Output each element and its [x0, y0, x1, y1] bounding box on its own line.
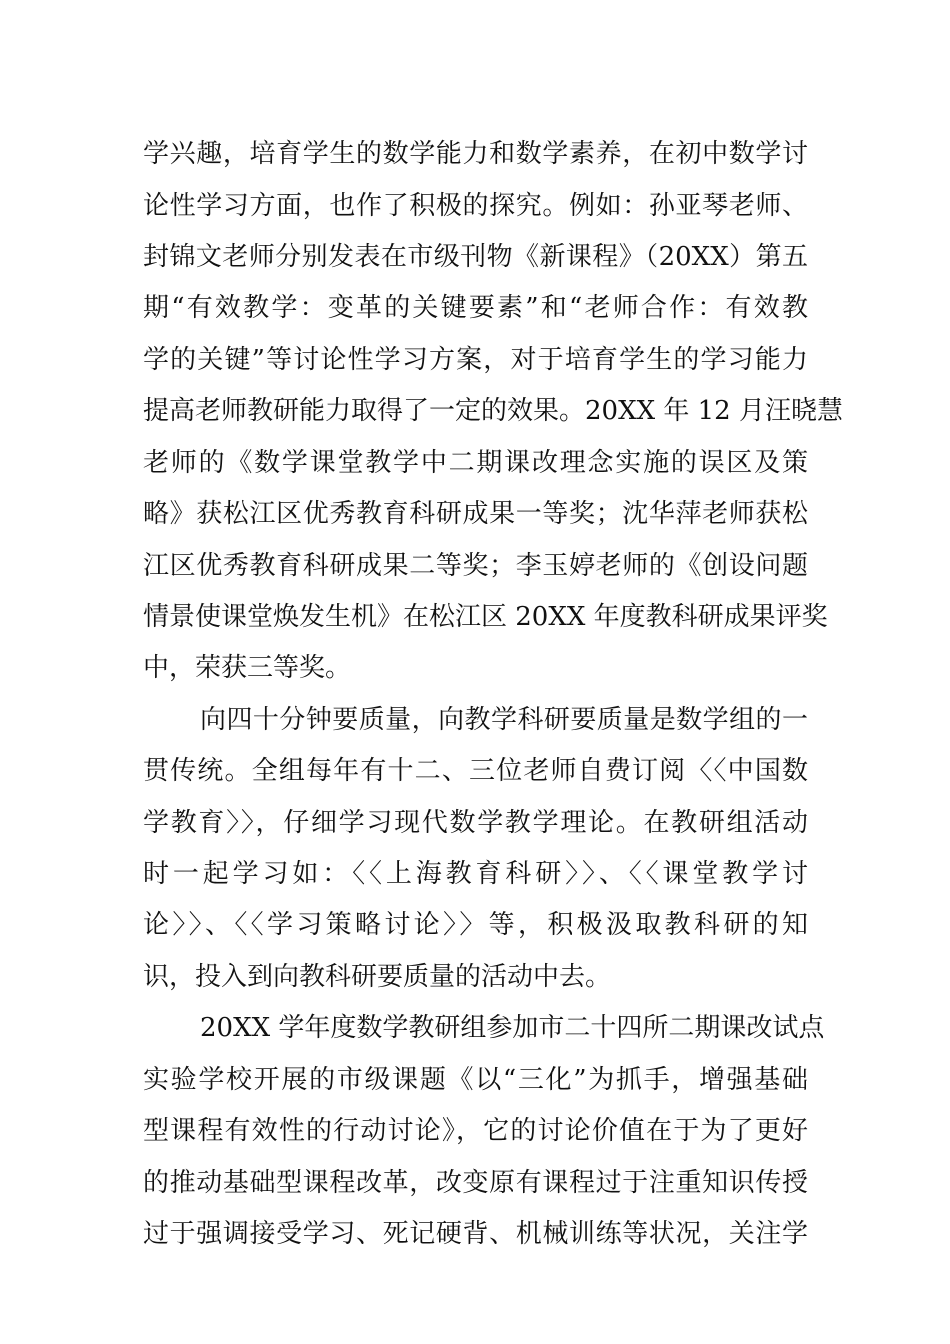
text-line-21: 的推动基础型课程改革，改变原有课程过于注重知识传授 [143, 1168, 808, 1198]
text-line-9: 江区优秀教育科研成果二等奖；李玉婷老师的《创设问题 [143, 551, 808, 581]
text-line-3: 封锦文老师分别发表在市级刊物《新课程》（20XX）第五 [143, 242, 808, 272]
text-line-4: 期“有效教学：变革的关键要素”和“老师合作：有效教 [143, 293, 808, 323]
text-line-20: 型课程有效性的行动讨论》，它的讨论价值在于为了更好 [143, 1116, 808, 1146]
text-line-14: 学教育〉〉，仔细学习现代数学教学理论。在教研组活动 [143, 808, 808, 838]
text-line-18: 20XX 学年度数学教研组参加市二十四所二期课改试点 [200, 1013, 825, 1043]
text-line-1: 学兴趣，培育学生的数学能力和数学素养，在初中数学讨 [143, 139, 808, 169]
text-line-10: 情景使课堂焕发生机》在松江区 20XX 年度教科研成果评奖 [143, 602, 828, 632]
text-line-11: 中，荣获三等奖。 [143, 653, 352, 683]
text-line-16: 论〉〉、〈〈学习策略讨论〉〉等，积极汲取教科研的知 [143, 910, 808, 940]
text-line-2: 论性学习方面，也作了积极的探究。例如：孙亚琴老师、 [143, 191, 808, 221]
text-line-22: 过于强调接受学习、死记硬背、机械训练等状况，关注学 [143, 1219, 808, 1249]
text-line-6: 提高老师教研能力取得了一定的效果。20XX 年 12 月汪晓慧 [143, 396, 843, 426]
text-line-12: 向四十分钟要质量，向教学科研要质量是数学组的一 [200, 705, 808, 735]
text-line-7: 老师的《数学课堂教学中二期课改理念实施的误区及策 [143, 448, 808, 478]
text-line-5: 学的关键”等讨论性学习方案，对于培育学生的学习能力 [143, 345, 808, 375]
text-line-8: 略》获松江区优秀教育科研成果一等奖；沈华萍老师获松 [143, 499, 808, 529]
text-line-15: 时一起学习如：〈〈上海教育科研〉〉、〈〈课堂教学讨 [143, 859, 808, 889]
text-line-13: 贯传统。全组每年有十二、三位老师自费订阅〈〈中国数 [143, 756, 808, 786]
text-line-17: 识，投入到向教科研要质量的活动中去。 [143, 962, 612, 992]
text-line-19: 实验学校开展的市级课题《以“三化”为抓手，增强基础 [143, 1065, 808, 1095]
